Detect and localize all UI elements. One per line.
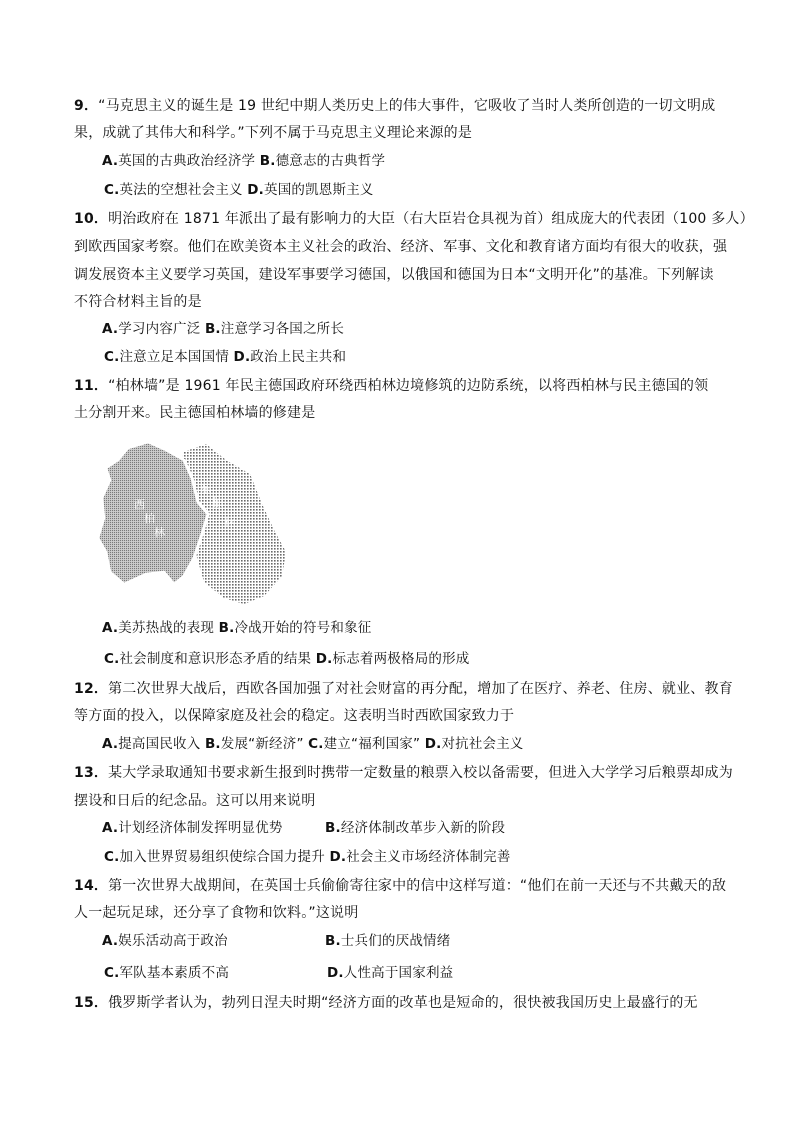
option-letter: B.	[218, 620, 235, 636]
question-14-option-c	[104, 963, 229, 983]
question-12-number: 12．	[74, 681, 109, 697]
option-text: 计划经济体制发挥明显优势	[118, 820, 283, 836]
map-label: 西	[134, 498, 145, 511]
map-label: 林	[154, 526, 165, 539]
question-14-line-2: 人一起玩足球，还分享了食物和饮料。”这说明	[74, 905, 359, 921]
option-letter: A.	[102, 153, 119, 169]
question-12-options-row-1	[102, 734, 524, 754]
option-text: 发展“新经济”	[220, 736, 304, 752]
question-9-text-1: “马克思主义的诞生是 19 世纪中期人类历史上的伟大事件，它吸收了当时人类所创造的一切文明成	[98, 98, 716, 114]
option-text: 学习内容广泛	[118, 321, 201, 337]
question-11-options-row-2	[104, 649, 470, 669]
question-15-text-1: 俄罗斯学者认为，勃列日涅夫时期“经济方面的改革也是短命的，很快被我国历史上最盛行的无	[108, 995, 698, 1011]
question-13-line-1	[74, 763, 733, 783]
question-15-number: 15．	[74, 995, 109, 1011]
option-text: 娱乐活动高于政治	[118, 933, 228, 949]
option-text: 注意立足本国国情	[119, 349, 230, 365]
option-text: 英国的古典政治经济学	[118, 153, 256, 169]
map-label: 柏	[212, 496, 223, 509]
option-letter: B.	[204, 321, 221, 337]
question-10-text-1: 明治政府在 1871 年派出了最有影响力的大臣（右大臣岩仓具视为首）组成庞大的代表团（100 多人）	[108, 211, 754, 227]
question-9-line-1	[74, 96, 715, 116]
question-13-number: 13．	[74, 765, 109, 781]
question-13-option-b	[325, 818, 505, 838]
question-12-text-1: 第二次世界大战后，西欧各国加强了对社会财富的再分配，增加了在医疗、养老、住房、就业、教育	[108, 681, 733, 697]
option-text: 社会主义市场经济体制完善	[346, 849, 511, 865]
option-letter: C.	[104, 349, 120, 365]
option-letter: B.	[204, 736, 221, 752]
option-letter: A.	[102, 736, 119, 752]
option-text: 人性高于国家利益	[343, 965, 454, 981]
question-11-number: 11．	[74, 378, 109, 394]
question-13-text-1: 某大学录取通知书要求新生报到时携带一定数量的粮票入校以备需要，但进入大学学习后粮票却成为	[108, 765, 733, 781]
option-text: 提高国民收入	[118, 736, 201, 752]
question-10-number: 10．	[74, 211, 109, 227]
option-letter: A.	[102, 620, 119, 636]
question-11-line-1	[74, 376, 708, 396]
option-text: 经济体制改革步入新的阶段	[340, 820, 506, 836]
question-11-line-2: 土分割开来。民主德国柏林墙的修建是	[74, 405, 316, 421]
option-text: 英法的空想社会主义	[119, 182, 243, 198]
option-text: 士兵们的厌战情绪	[340, 933, 451, 949]
option-letter: D.	[233, 349, 251, 365]
option-text: 建立“福利国家”	[323, 736, 421, 752]
option-letter: A.	[102, 820, 119, 836]
question-10-line-3: 调发展资本主义要学习英国，建设军事要学习德国，以俄国和德国为日本“文明开化”的基准。下列解读	[74, 267, 714, 283]
question-14-text-1: 第一次世界大战期间，在英国士兵偷偷寄往家中的信中这样写道：“他们在前一天还与不共戴天的敌	[108, 878, 727, 894]
berlin-map	[88, 434, 298, 609]
question-10-line-4: 不符合材料主旨的是	[74, 294, 202, 310]
option-letter: D.	[327, 965, 344, 981]
option-text: 英国的凯恩斯主义	[264, 182, 374, 198]
question-9-options-row-2	[104, 180, 374, 200]
option-text: 政治上民主共和	[250, 349, 347, 365]
question-9-options-row-1	[102, 151, 385, 171]
option-letter: D.	[329, 849, 347, 865]
option-letter: B.	[325, 820, 341, 836]
question-10-options-row-1	[102, 319, 344, 339]
map-label: 林	[224, 516, 235, 529]
option-letter: A.	[102, 933, 119, 949]
question-10-line-2: 到欧西国家考察。他们在欧美资本主义社会的政治、经济、军事、文化和教育诸方面均有很大的收获，强	[74, 239, 728, 255]
option-letter: C.	[104, 965, 120, 981]
option-text: 军队基本素质不高	[119, 965, 230, 981]
question-12-line-2: 等方面的投入，以保障家庭及社会的稳定。这表明当时西欧国家致力于	[74, 708, 515, 724]
option-letter: A.	[102, 321, 119, 337]
question-15-line-1	[74, 993, 698, 1013]
question-13-options-row-1	[102, 818, 283, 838]
question-11-options-row-1	[102, 618, 371, 638]
question-13-options-row-2	[104, 847, 511, 867]
option-text: 注意学习各国之所长	[220, 321, 345, 337]
option-text: 对抗社会主义	[441, 736, 524, 752]
option-letter: B.	[325, 933, 341, 949]
option-text: 标志着两极格局的形成	[332, 651, 470, 667]
question-9-line-2: 果，成就了其伟大和科学。”下列不属于马克思主义理论来源的是	[74, 125, 473, 141]
option-letter: C.	[104, 651, 120, 667]
question-14-line-1	[74, 876, 726, 896]
option-letter: C.	[104, 182, 120, 198]
question-14-option-a	[102, 931, 228, 951]
option-letter: C.	[308, 736, 324, 752]
option-letter: D.	[247, 182, 264, 198]
option-letter: B.	[259, 153, 276, 169]
question-14-number: 14．	[74, 878, 109, 894]
map-label: 东	[200, 482, 211, 495]
option-text: 社会制度和意识形态矛盾的结果	[119, 651, 312, 667]
question-11-text-1: “柏林墙”是 1961 年民主德国政府环绕西柏林边境修筑的边防系统，以将西柏林与民主德国的领	[108, 378, 709, 394]
question-13-line-2: 摆设和日后的纪念品。这可以用来说明	[74, 793, 316, 809]
question-14-option-d	[327, 963, 453, 983]
question-12-line-1	[74, 679, 733, 699]
option-text: 德意志的古典哲学	[275, 153, 386, 169]
question-10-options-row-2	[104, 347, 346, 367]
option-text: 美苏热战的表现	[118, 620, 215, 636]
option-letter: C.	[104, 849, 120, 865]
question-9-number: 9．	[74, 98, 99, 114]
question-14-option-b	[325, 931, 450, 951]
option-letter: D.	[424, 736, 442, 752]
map-label: 柏	[144, 512, 155, 525]
option-text: 加入世界贸易组织使综合国力提升	[119, 849, 325, 865]
option-text: 冷战开始的符号和象征	[234, 620, 372, 636]
option-letter: D.	[315, 651, 333, 667]
question-10-line-1	[74, 209, 754, 229]
